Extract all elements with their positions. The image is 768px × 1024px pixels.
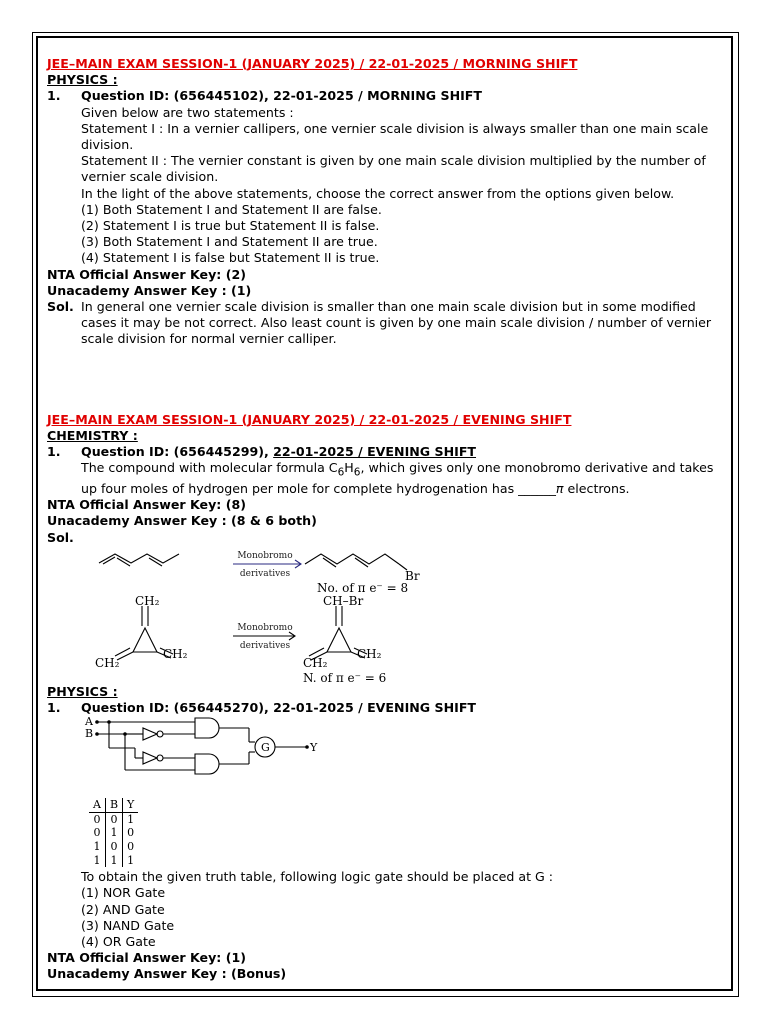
question-id: Question ID: (656445102), 22-01-2025 / MORNING SHIFT — [81, 88, 482, 104]
and-gate-bottom — [195, 754, 219, 774]
input-a-label: A — [85, 715, 93, 729]
option-2: (2) AND Gate — [81, 901, 165, 917]
ch2-label: CH₂ — [303, 655, 328, 670]
arrow-label-bottom: derivatives — [239, 640, 291, 651]
document-content — [47, 56, 727, 983]
bromine-label: Br — [405, 568, 420, 583]
truth-table-row: 0 0 1 — [89, 812, 138, 826]
morning-question-body — [47, 105, 727, 267]
truth-table — [89, 798, 138, 867]
nta-answer-key: NTA Official Answer Key: (2) — [47, 266, 246, 282]
truth-table-row: 1 1 1 — [89, 854, 138, 868]
unacademy-answer-key: Unacademy Answer Key : (1) — [47, 282, 252, 298]
truth-table-row: 1 0 0 — [89, 840, 138, 854]
question-number: 1. — [47, 700, 61, 715]
unacademy-answer-key: Unacademy Answer Key : (8 & 6 both) — [47, 513, 317, 529]
morning-question-title-row — [47, 88, 727, 104]
physics-question-title-row — [47, 700, 727, 716]
morning-solution — [47, 299, 727, 348]
chemistry-question-title-row — [47, 444, 727, 460]
ch2-label: CH₂ — [95, 655, 120, 670]
hexatriene-reactant-structure — [99, 554, 179, 563]
question-number: 1. — [47, 88, 61, 104]
option-1: (1) Both Statement I and Statement II are false. — [81, 201, 382, 217]
evening-shift-header: JEE–MAIN EXAM SESSION-1 (JANUARY 2025) / 22-01-2025 / EVENING SHIFT — [47, 411, 572, 427]
nta-answer-key: NTA Official Answer Key: (8) — [47, 497, 246, 513]
question-line: To obtain the given truth table, following logic gate should be placed at G : — [81, 869, 554, 885]
not-gate-top — [143, 728, 157, 740]
truth-table-header: A B Y — [89, 798, 138, 812]
option-2: (2) Statement I is true but Statement II is false. — [81, 218, 380, 234]
evening-chemistry-subject: CHEMISTRY : — [47, 427, 138, 443]
question-line: Given below are two statements : — [81, 104, 294, 120]
input-b-label: B — [85, 727, 94, 741]
unacademy-answer-key: Unacademy Answer Key : (Bonus) — [47, 966, 287, 982]
arrow-label-top: Monobromo — [237, 550, 293, 561]
arrow-label-bottom: derivatives — [239, 568, 291, 579]
truth-table-row: 0 1 0 — [89, 826, 138, 840]
and-gate-top — [195, 718, 219, 738]
logic-circuit-diagram — [85, 716, 345, 784]
output-y-label: Y — [310, 741, 318, 755]
question-id: Question ID: (656445299), 22-01-2025 / EVENING SHIFT — [81, 444, 477, 460]
statement-1: Statement I : In a vernier callipers, one vernier scale division is always smaller than one main scale division. — [81, 120, 709, 153]
nta-answer-key: NTA Official Answer Key: (1) — [47, 950, 246, 966]
ch2-label: CH₂ — [163, 646, 188, 661]
option-3: (3) Both Statement I and Statement II are true. — [81, 234, 378, 250]
solution-label: Sol. — [47, 299, 74, 315]
morning-physics-subject: PHYSICS : — [47, 72, 118, 88]
arrow-label-top: Monobromo — [237, 622, 293, 633]
question-line: In the light of the above statements, choose the correct answer from the options given below. — [81, 185, 675, 201]
solution-text: In general one vernier scale division is smaller than one main scale division but in some modified cases it may be not correct. Also least count is given by one main scale division / number of vernier scale division for normal vernier calliper. — [81, 299, 712, 347]
option-1: (1) NOR Gate — [81, 885, 166, 901]
solution-label: Sol. — [47, 529, 74, 545]
not-gate-bottom — [143, 752, 157, 764]
option-4: (4) OR Gate — [81, 933, 156, 949]
ch2-label: CH₂ — [357, 646, 382, 661]
chemistry-reaction-scheme — [95, 548, 425, 685]
chemistry-question-text: The compound with molecular formula $C_6H_6$, which gives only one monobromo derivative and takes up four moles of hydrogen per mole for complete hydrogenation has ______π electrons. — [81, 460, 714, 496]
statement-2: Statement II : The vernier constant is given by one main scale division multiplied by the number of vernier scale division. — [81, 153, 706, 185]
question-id: Question ID: (656445270), 22-01-2025 / EVENING SHIFT — [81, 700, 477, 715]
pi-electron-count-8: No. of π e⁻ = 8 — [317, 580, 409, 595]
option-3: (3) NAND Gate — [81, 917, 175, 933]
bromo-product-structure — [305, 554, 399, 564]
chbr-label: CH–Br — [323, 593, 364, 608]
gate-g-label: G — [261, 741, 270, 755]
evening-physics-subject: PHYSICS : — [47, 683, 118, 699]
ch2-label: CH₂ — [135, 593, 160, 608]
question-number: 1. — [47, 444, 61, 460]
morning-shift-header: JEE–MAIN EXAM SESSION-1 (JANUARY 2025) / 22-01-2025 / MORNING SHIFT — [47, 56, 578, 71]
pi-electron-count-6: N. of π e⁻ = 6 — [303, 670, 387, 685]
physics-question-body — [47, 869, 727, 950]
option-4: (4) Statement I is false but Statement II is true. — [81, 250, 380, 266]
